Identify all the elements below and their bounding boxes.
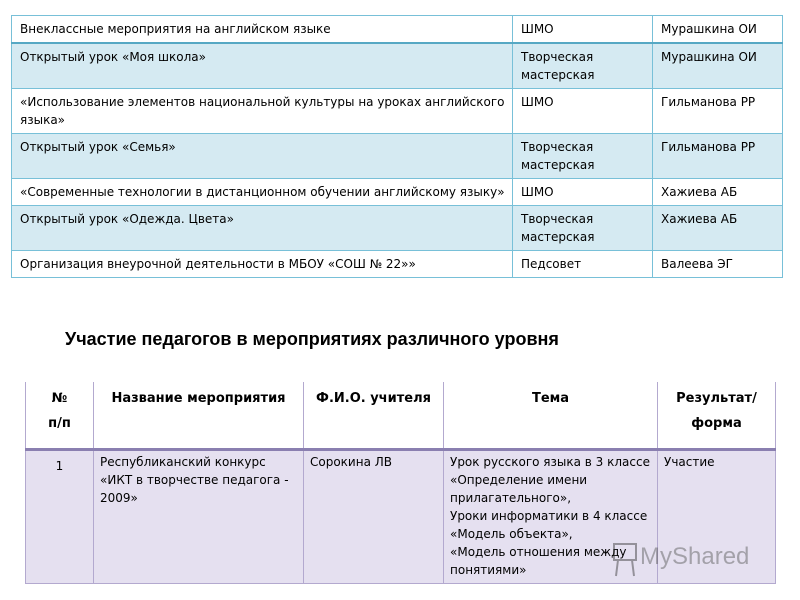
teacher-cell: Мурашкина ОИ: [653, 43, 783, 89]
row-number-cell: 1: [26, 450, 94, 584]
table-row: [12, 134, 783, 179]
table-row: [12, 16, 783, 44]
topic-line: понятиями»: [450, 563, 527, 577]
event-name-cell: Открытый урок «Одежда. Цвета»: [12, 206, 513, 251]
topic-line: прилагательного»,: [450, 491, 572, 505]
teacher-cell: Гильманова РР: [653, 134, 783, 179]
teacher-cell: Сорокина ЛВ: [304, 450, 444, 584]
column-header-number: [26, 382, 94, 450]
teacher-cell: Хажиева АБ: [653, 179, 783, 206]
topic-line: Урок русского языка в 3 классе: [450, 455, 650, 469]
event-name-cell: Организация внеурочной деятельности в МБОУ «СОШ № 22»»: [12, 251, 513, 278]
event-name-cell: «Использование элементов национальной культуры на уроках английского языка»: [12, 89, 513, 134]
teacher-cell: Хажиева АБ: [653, 206, 783, 251]
event-name-cell: Открытый урок «Моя школа»: [12, 43, 513, 89]
topic-line: «Модель объекта»,: [450, 527, 573, 541]
event-form-cell: Творческая мастерская: [513, 134, 653, 179]
teacher-cell: Гильманова РР: [653, 89, 783, 134]
topic-line: Уроки информатики в 4 классе: [450, 509, 648, 523]
column-header-result: [658, 382, 776, 450]
event-name-cell: Внеклассные мероприятия на английском языке: [12, 16, 513, 44]
column-header-number-line2: п/п: [48, 416, 71, 431]
topic-cell: [444, 450, 658, 584]
column-header-result-line2: форма: [691, 416, 742, 431]
column-header-result-line1: Результат/: [676, 391, 757, 406]
table-row: [12, 179, 783, 206]
event-form-cell: ШМО: [513, 89, 653, 134]
event-form-cell: Педсовет: [513, 251, 653, 278]
topic-line: «Определение имени: [450, 473, 588, 487]
column-header-topic: Тема: [444, 382, 658, 450]
event-form-cell: Творческая мастерская: [513, 43, 653, 89]
event-form-cell: Творческая мастерская: [513, 206, 653, 251]
result-cell: Участие: [658, 450, 776, 584]
table-row: [12, 43, 783, 89]
table-row: [12, 89, 783, 134]
topic-line: «Модель отношения между: [450, 545, 627, 559]
column-header-number-line1: №: [51, 391, 68, 406]
event-form-cell: ШМО: [513, 16, 653, 44]
section-title: Участие педагогов в мероприятиях различного уровня: [65, 329, 559, 349]
table-row: [12, 206, 783, 251]
events-table: [11, 15, 783, 278]
column-header-teacher: Ф.И.О. учителя: [304, 382, 444, 450]
table-row: [12, 251, 783, 278]
teacher-cell: Мурашкина ОИ: [653, 16, 783, 44]
header-row: [26, 382, 776, 450]
event-name-cell: Открытый урок «Семья»: [12, 134, 513, 179]
column-header-event: Название мероприятия: [94, 382, 304, 450]
event-name-cell: Республиканский конкурс «ИКТ в творчестве педагога - 2009»: [94, 450, 304, 584]
event-name-cell: «Современные технологии в дистанционном обучении английскому языку»: [12, 179, 513, 206]
teacher-cell: Валеева ЭГ: [653, 251, 783, 278]
event-form-cell: ШМО: [513, 179, 653, 206]
watermark-text: MyShared: [640, 543, 750, 570]
